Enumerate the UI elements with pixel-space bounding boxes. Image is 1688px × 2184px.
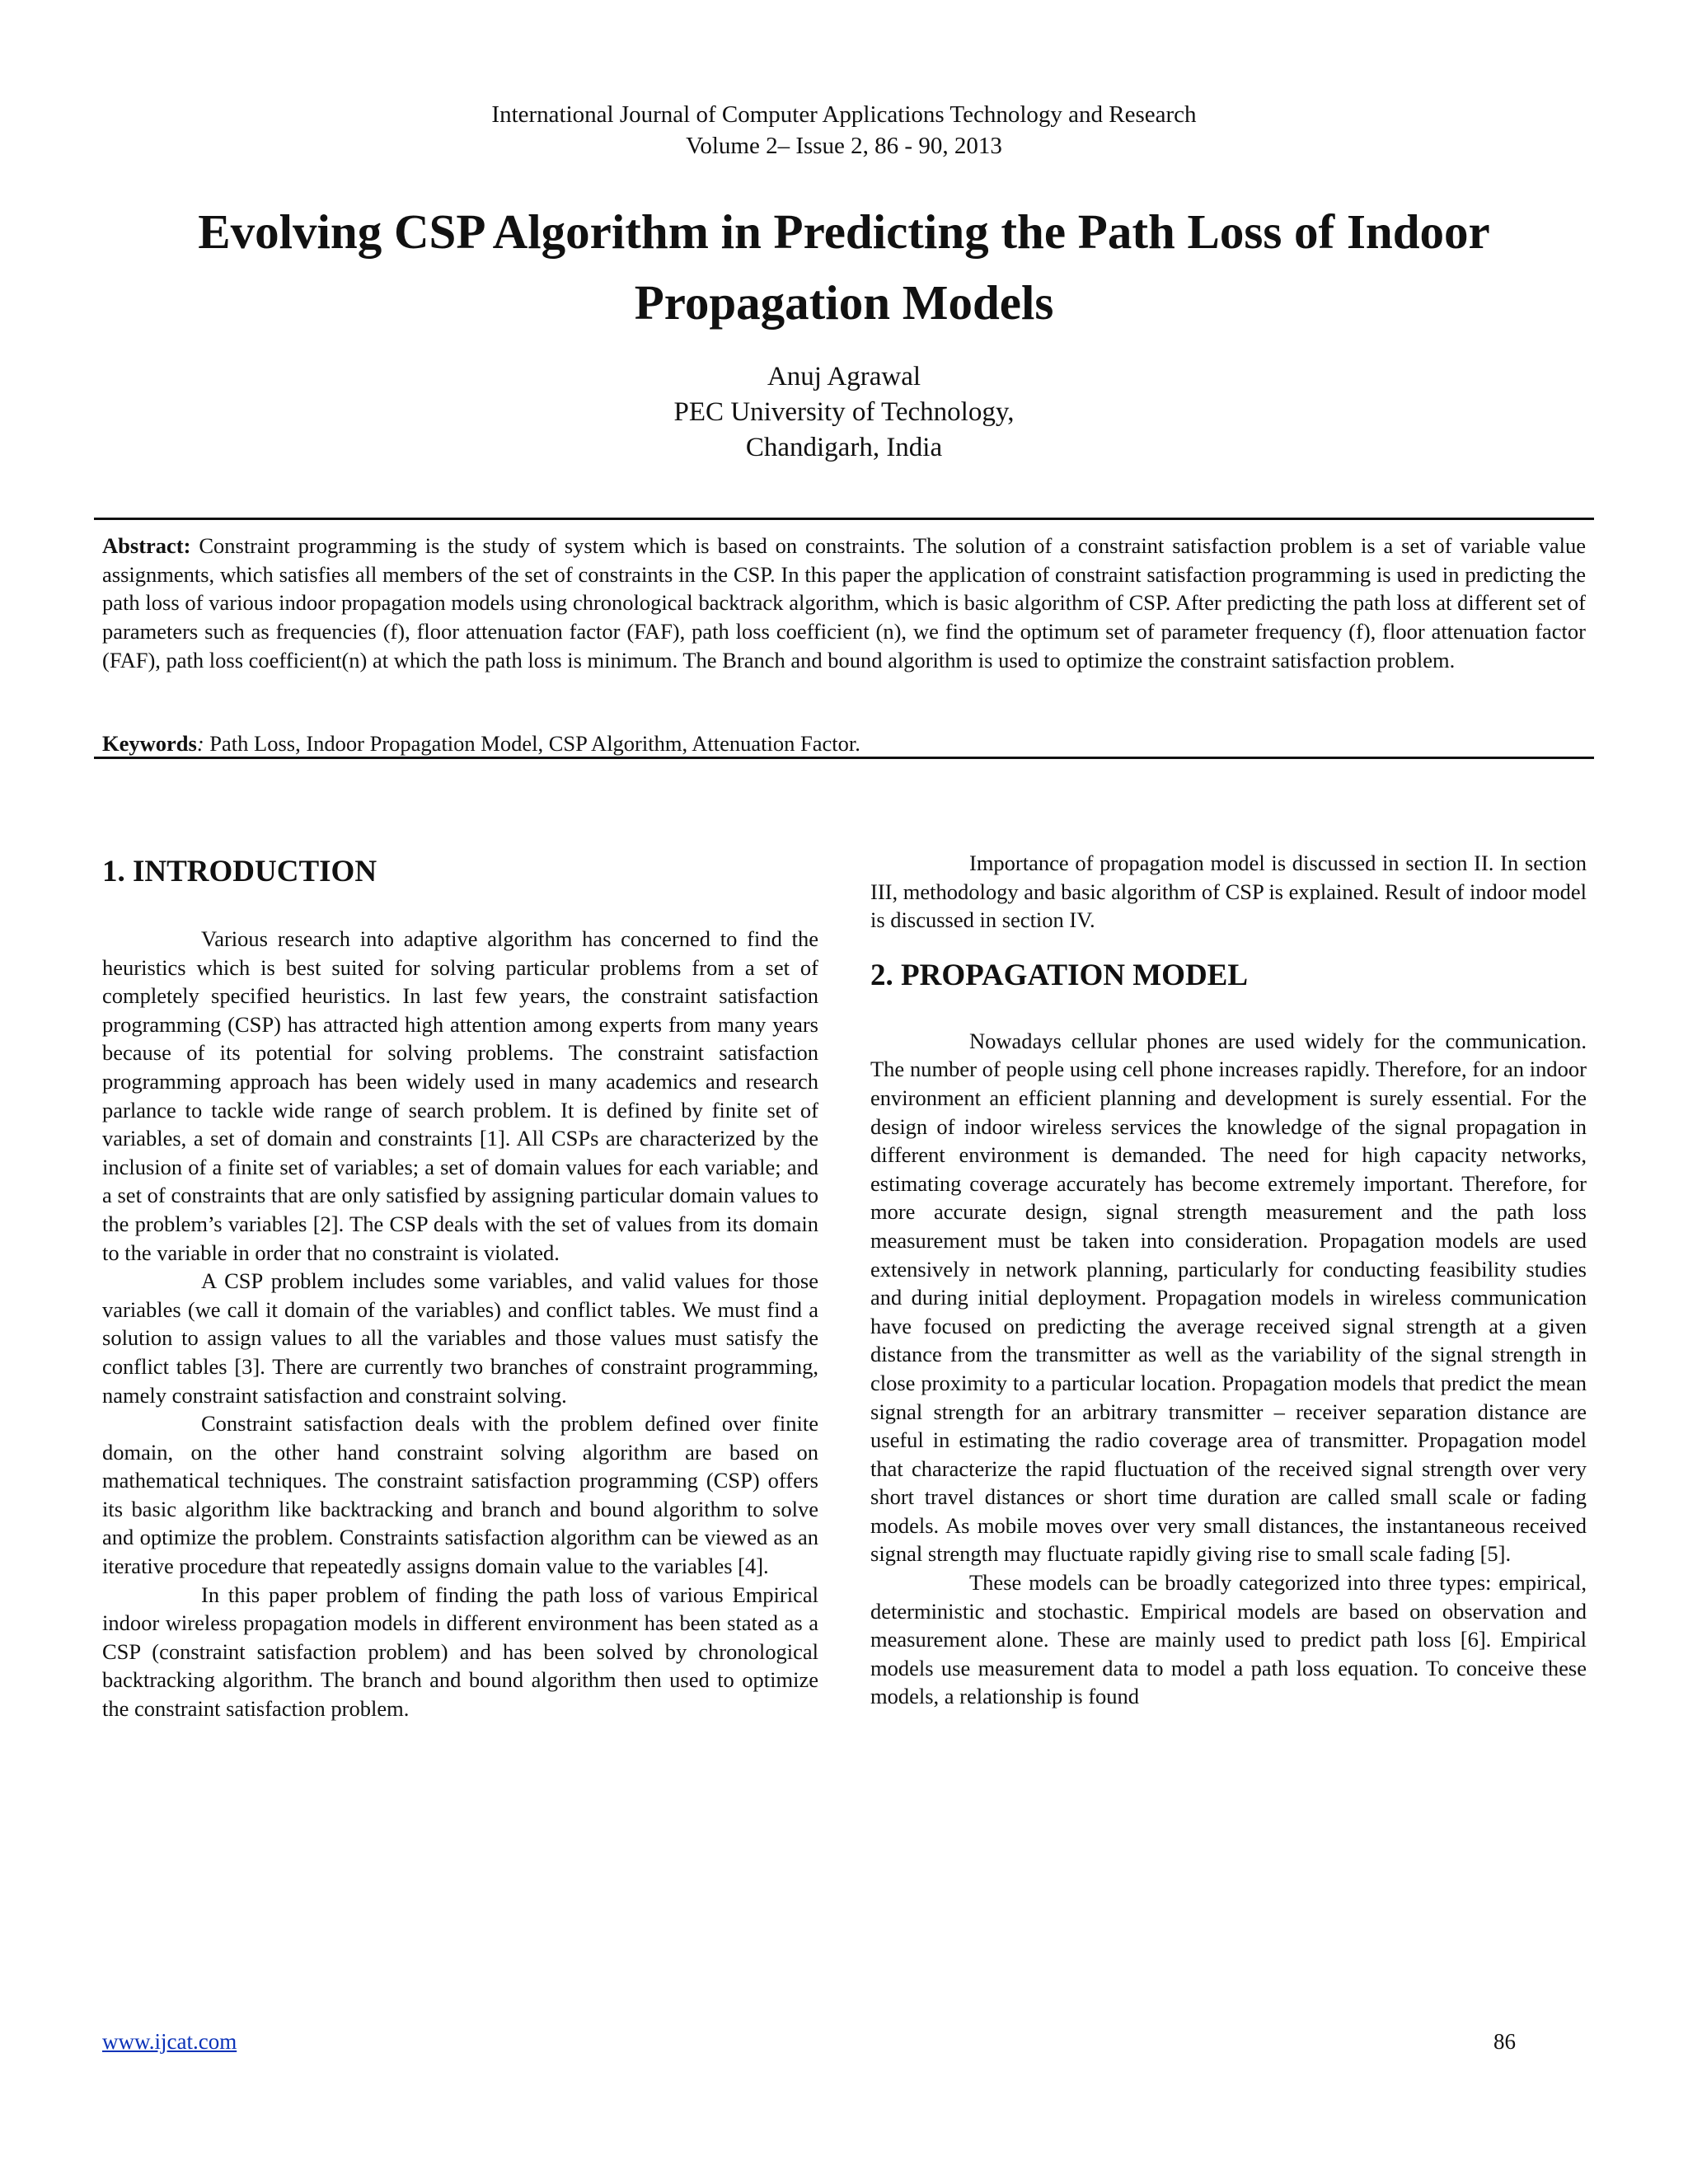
keywords-text: Path Loss, Indoor Propagation Model, CSP Algorithm, Attenuation Factor. [209,731,860,756]
intro-paragraph-2: A CSP problem includes some variables, and valid values for those variables (we call it domain of the variables) and conflict tables. We must find a solution to assign values to all the variables and those values must satisfy the conflict tables [3]. There are currently two branches of constraint programming, namely constraint satisfaction and constraint solving. [102,1268,818,1408]
author-location: Chandigarh, India [745,433,943,462]
right-column [870,824,1587,1711]
journal-name: International Journal of Computer Applications Technology and Research [491,101,1197,128]
abstract-top-rule [94,518,1594,520]
left-column [102,824,818,1723]
keywords-colon: : [196,731,204,756]
intro-paragraph-4: In this paper problem of finding the path loss of various Empirical indoor wireless propagation models in different environment has been stated as a CSP (constraint satisfaction problem) and has been solved by chronological backtracking algorithm. The branch and bound algorithm then used to optimize the constraint satisfaction problem. [102,1582,818,1722]
abstract [102,532,1586,675]
author-name: Anuj Agrawal [767,362,921,391]
page-number: 86 [1493,2029,1516,2054]
intro-paragraph-1: Various research into adaptive algorithm has concerned to find the heuristics which is best suited for solving particular problems from a set of completely specified heuristics. In last few years, the constraint satisfaction programming (CSP) has attracted high attention among experts from many years because of its potential for solving problems. The constraint satisfaction programming approach has been widely used in many academics and research parlance to tackle wide range of search problem. It is defined by finite set of variables, a set of domain and constraints [1]. All CSPs are characterized by the inclusion of a finite set of variables; a set of domain values for each variable; and a set of constraints that are only satisfied by assigning particular domain values to the problem’s variables [2]. The CSP deals with the set of values from its domain to the variable in order that no constraint is violated. [102,926,818,1265]
section-overview-paragraph: Importance of propagation model is discussed in section II. In section III, methodology and basic algorithm of CSP is explained. Result of indoor model is discussed in section IV. [870,851,1587,933]
footer-website-link[interactable]: www.ijcat.com [102,2029,237,2054]
keywords-bottom-rule [94,757,1594,759]
paper-title: Evolving CSP Algorithm in Predicting the Path Loss of Indoor Propagation Models [198,204,1490,330]
propagation-paragraph-2: These models can be broadly categorized into three types: empirical, deterministic and stochastic. Empirical models are based on observation and measurement alone. These are mainly used to predict path loss [6]. Empirical models use measurement data to model a path loss equation. To conceive these models, a relationship is found [870,1570,1587,1709]
keywords-label: Keywords [102,731,197,756]
keywords [102,729,1586,757]
intro-paragraph-3: Constraint satisfaction deals with the problem defined over finite domain, on the other hand constraint solving algorithm are based on mathematical techniques. The constraint satisfaction programming (CSP) offers its basic algorithm like backtracking and branch and bound algorithm to solve and optimize the problem. Constraints satisfaction algorithm can be viewed as an iterative procedure that repeatedly assigns domain value to the variables [4]. [102,1411,818,1579]
section-heading-introduction: 1. INTRODUCTION [102,855,377,888]
volume-line: Volume 2– Issue 2, 86 - 90, 2013 [686,133,1002,159]
abstract-text: Constraint programming is the study of system which is based on constraints. The solution of a constraint satisfaction problem is a set of variable value assignments, which satisfies all members of the set of constraints in the CSP. In this paper the application of constraint satisfaction programming is used in predicting the path loss of various indoor propagation models using chronological backtrack algorithm, which is basic algorithm of CSP. After predicting the path loss at different set of parameters such as frequencies (f), floor attenuation factor (FAF), path loss coefficient (n), we find the optimum set of parameter frequency (f), floor attenuation factor (FAF), path loss coefficient(n) at which the path loss is minimum. The Branch and bound algorithm is used to optimize the constraint satisfaction problem. [102,533,1587,673]
abstract-label: Abstract: [102,533,191,558]
author-affiliation: PEC University of Technology, [673,397,1015,427]
section-heading-propagation-model: 2. PROPAGATION MODEL [870,958,1249,992]
propagation-paragraph-1: Nowadays cellular phones are used widely for the communication. The number of people using cell phone increases rapidly. Therefore, for an indoor environment an efficient planning and development is surely essential. For the design of indoor wireless services the knowledge of the signal propagation in different environment is demanded. The need for high capacity networks, estimating coverage accurately has become extremely important. Therefore, for more accurate design, signal strength measurement and the path loss measurement must be taken into consideration. Propagation models are used extensively in network planning, particularly for conducting feasibility studies and during initial deployment. Propagation models in wireless communication have focused on predicting the average received signal strength at a given distance from the transmitter as well as the variability of the signal strength in close proximity to a particular location. Propagation models that predict the mean signal strength for an arbitrary transmitter – receiver separation distance are useful in estimating the radio coverage area of transmitter. Propagation model that characterize the rapid fluctuation of the received signal strength over very short travel distances or short time duration are called small scale or fading models. As mobile moves over very small distances, the instantaneous received signal strength may fluctuate rapidly giving rise to small scale fading [5]. [870,1028,1587,1567]
